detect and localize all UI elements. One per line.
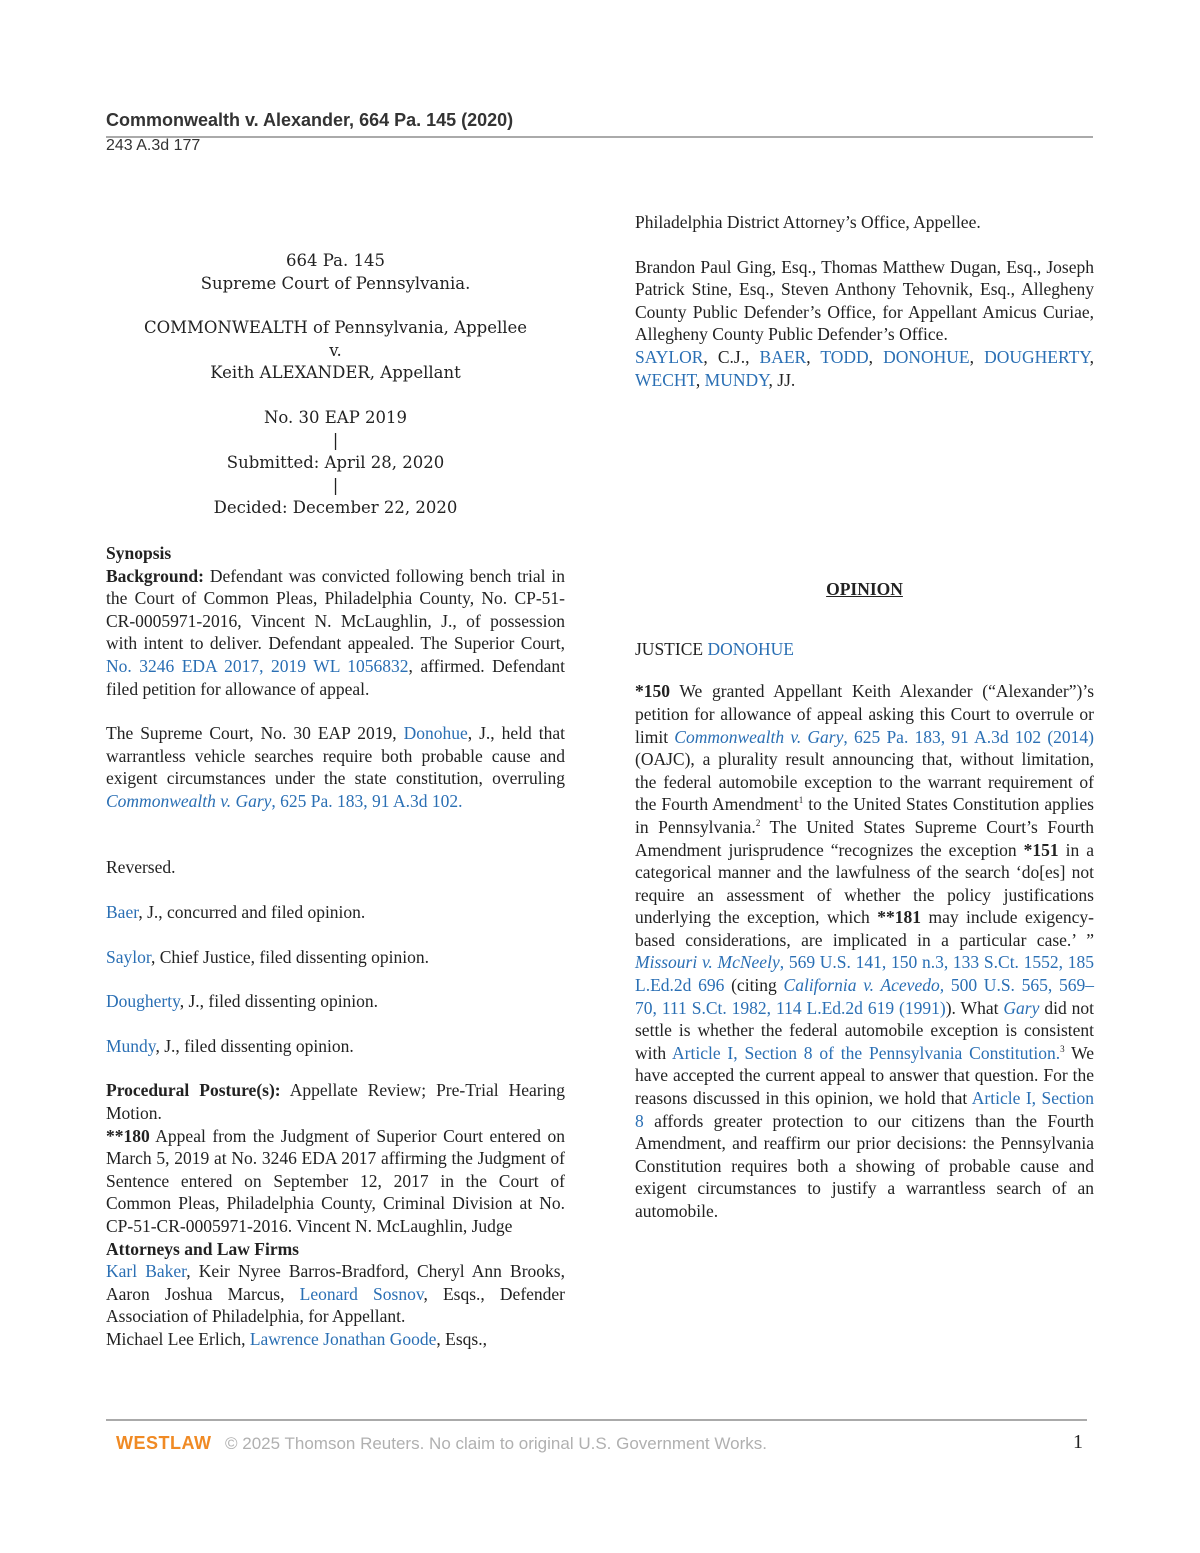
attorney-link[interactable]: Lawrence Jonathan Goode: [249, 1328, 437, 1349]
synopsis-heading: Synopsis: [106, 542, 172, 563]
attorney-link[interactable]: Karl Baker: [106, 1261, 187, 1282]
justice-link[interactable]: BAER: [759, 346, 807, 367]
document-title: Commonwealth v. Alexander, 664 Pa. 145 (2020): [106, 110, 514, 130]
separator: |: [332, 430, 339, 450]
parallel-citation: 243 A.3d 177: [106, 137, 201, 154]
justice-link[interactable]: WECHT: [635, 369, 696, 390]
separator: |: [332, 475, 339, 495]
header-divider: [106, 136, 1093, 138]
copyright-notice: © 2025 Thomson Reuters. No claim to original U.S. Government Works.: [225, 1434, 767, 1453]
submitted-date: Submitted: April 28, 2020: [226, 453, 445, 473]
page-number: 1: [1073, 1431, 1083, 1453]
synopsis-background: Background: Defendant was convicted following bench trial in the Court of Common Pleas, Philadelphia County, No. CP-51-CR-0005971-2016, Vincent N. McLaughlin, J., of possession with intent to deliver. Defendant appealed. The Superior Court, No. 3246 EDA 2017, 2019 WL 1056832, affirmed. Defendant filed petition for allowance of appeal.: [106, 565, 565, 699]
versus: v.: [329, 340, 342, 360]
footnote-ref[interactable]: 3: [1060, 1044, 1065, 1055]
gary-case-link[interactable]: Commonwealth v. Gary: [106, 790, 272, 811]
court-name: Supreme Court of Pennsylvania.: [200, 273, 471, 293]
justice-link[interactable]: MUNDY: [704, 369, 769, 390]
justice-link[interactable]: Mundy: [106, 1035, 156, 1056]
westlaw-logo: WESTLAW: [116, 1433, 212, 1453]
separate-opinion: Saylor, Chief Justice, filed dissenting opinion.: [106, 946, 430, 967]
justice-link[interactable]: Baer: [106, 902, 139, 923]
appellee-party: COMMONWEALTH of Pennsylvania, Appellee: [143, 318, 528, 338]
acevedo-citation-link[interactable]: 500 U.S. 565, 569–70, 111 S.Ct. 1982, 114 L.Ed.2d 619 (1991): [635, 975, 1095, 1018]
opinion-author: JUSTICE DONOHUE: [635, 638, 794, 659]
synopsis-holding: The Supreme Court, No. 30 EAP 2019, Donohue, J., held that warrantless vehicle searches require both probable cause and exigent circumstances under the state constitution, overruling Commonwealth v. Gary, 625 Pa. 183, 91 A.3d 102.: [106, 723, 566, 811]
mcneely-citation-link[interactable]: , 569 U.S. 141, 150 n.3, 133 S.Ct. 1552, 185 L.Ed.2d 696: [635, 952, 1095, 996]
justice-link[interactable]: DONOHUE: [883, 346, 970, 367]
right-column: [635, 211, 1094, 1223]
justice-link[interactable]: Dougherty: [106, 991, 180, 1012]
appellee-counsel-cont: Philadelphia District Attorney’s Office, Appellee.: [635, 212, 981, 232]
separate-opinion: Dougherty, J., filed dissenting opinion.: [106, 991, 379, 1012]
appellant-counsel: Karl Baker, Keir Nyree Barros-Bradford, Cheryl Ann Brooks, Aaron Joshua Marcus, Leonard Sosnov, Esqs., Defender Association of Philadelphia, for Appellant.: [106, 1261, 566, 1327]
attorney-link[interactable]: Leonard Sosnov: [299, 1283, 424, 1304]
footer-divider: [106, 1419, 1087, 1421]
separate-opinion: Mundy, J., filed dissenting opinion.: [106, 1035, 354, 1056]
reporter-citation: 664 Pa. 145: [286, 251, 385, 270]
superior-court-link[interactable]: No. 3246 EDA 2017, 2019 WL 1056832: [106, 655, 409, 676]
justice-link[interactable]: TODD: [820, 346, 869, 367]
gary-short-link[interactable]: Gary: [1003, 997, 1040, 1018]
left-column: [106, 250, 565, 1351]
appellee-counsel: Michael Lee Erlich, Lawrence Jonathan Goode, Esqs.,: [106, 1328, 487, 1349]
author-link[interactable]: DONOHUE: [707, 638, 794, 659]
bench-listing: SAYLOR, C.J., BAER, TODD, DONOHUE, DOUGHERTY, WECHT, MUNDY, JJ.: [635, 346, 1095, 390]
gary-citation-link[interactable]: , 625 Pa. 183, 91 A.3d 102 (2014): [843, 726, 1094, 747]
donohue-link[interactable]: Donohue: [403, 723, 468, 744]
opinion-body: *150 We granted Appellant Keith Alexander (“Alexander”)’s petition for allowance of appeal asking this Court to overrule or limit Commonwealth v. Gary, 625 Pa. 183, 91 A.3d 102 (2014) (OAJC), a plurality result announcing that, without limitation, the federal automobile exception to the warrant requirement of the Fourth Amendment$^1$ to the United States Constitution applies in Pennsylvania.$^2$ The United States Supreme Court’s Fourth Amendment jurisprudence “recognizes the exception *151 in a categorical manner and the lawfulness of the search ‘do[es] not require an assessment of whether the policy justifications underlying the exception, which **181 may include exigency-based considerations, are implicated in a particular case.’ ” Missouri v. McNeely, 569 U.S. 141, 150 n.3, 133 S.Ct. 1552, 185 L.Ed.2d 696 (citing California v. Acevedo, 500 U.S. 565, 569–70, 111 S.Ct. 1982, 114 L.Ed.2d 619 (1991)). What Gary did not settle is whether the federal automobile exception is consistent with Article I, Section 8 of the Pennsylvania Constitution.$^3$ We have accepted the current appeal to answer that question. For the reasons discussed in this opinion, we hold that Article I, Section 8 affords greater protection to our citizens than the Fourth Amendment, and reaffirm our prior decisions: the Pennsylvania Constitution requires both a showing of probable cause and exigent circumstances to justify a warrantless search of an automobile.: [635, 681, 1095, 1221]
constitution-link[interactable]: Article I, Section 8: [635, 1088, 1094, 1131]
mcneely-case-link[interactable]: Missouri v. McNeely: [635, 952, 780, 973]
opinion-heading: OPINION: [826, 579, 903, 600]
disposition: Reversed.: [106, 857, 176, 878]
case-caption: [106, 250, 565, 520]
justice-link[interactable]: Saylor: [106, 946, 151, 967]
footnote-ref[interactable]: 1: [798, 795, 804, 806]
decided-date: Decided: December 22, 2020: [213, 498, 458, 518]
justice-link[interactable]: DOUGHERTY: [984, 346, 1090, 367]
justice-link[interactable]: SAYLOR: [635, 346, 704, 367]
gary-citation-link[interactable]: , 625 Pa. 183, 91 A.3d 102.: [271, 790, 463, 811]
constitution-link[interactable]: Article I, Section 8 of the Pennsylvania Constitution.: [672, 1042, 1061, 1063]
procedural-posture: Procedural Posture(s): Appellate Review; Pre-Trial Hearing Motion.: [106, 1080, 566, 1124]
amicus-counsel: Brandon Paul Ging, Esq., Thomas Matthew Dugan, Esq., Joseph Patrick Stine, Esq., Steven Anthony Tehovnik, Esq., Allegheny County Public Defender’s Office, for Appellant Amicus Curiae, Allegheny County Public Defender’s Office.: [635, 256, 1094, 345]
attorneys-heading: Attorneys and Law Firms: [106, 1238, 299, 1259]
footnote-ref[interactable]: 2: [755, 818, 761, 829]
separate-opinion: Baer, J., concurred and filed opinion.: [106, 902, 366, 923]
gary-case-link[interactable]: Commonwealth v. Gary: [674, 726, 844, 747]
appellant-party: Keith ALEXANDER, Appellant: [210, 363, 461, 383]
acevedo-case-link[interactable]: California v. Acevedo,: [783, 975, 945, 996]
appeal-statement: **180 Appeal from the Judgment of Superior Court entered on March 5, 2019 at No. 3246 EDA 2017 affirming the Judgment of Sentence entered on September 12, 2017 in the Court of Common Pleas, Philadelphia County, Criminal Division at No. CP-51-CR-0005971-2016. Vincent N. McLaughlin, Judge: [106, 1125, 565, 1236]
docket-number: No. 30 EAP 2019: [263, 407, 408, 427]
